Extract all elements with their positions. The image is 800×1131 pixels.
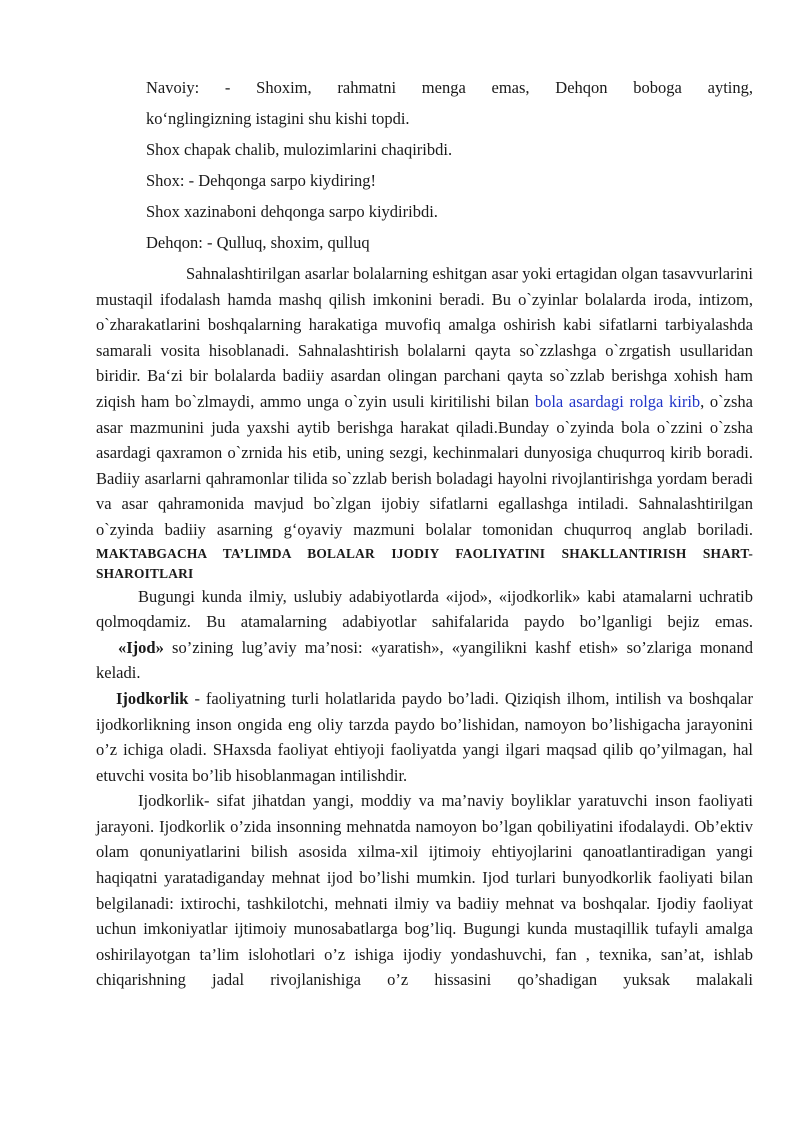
document-page xyxy=(96,72,753,993)
paragraph-text: Sahnalashtirilgan asarlar bolalarning eshitgan asar yoki ertagidan olgan tasavvurlarini mustaqil ifodalash hamda mashq qilish imkonini beradi. Bu o`zyinlar bolalarda iroda, intizom, o`zharakatlarini boshqalarning harakatiga muvofiq amalga oshirish kabi sifatlarni tarbiyalashda samarali vosita hisoblanadi. Sahnalashtirish bolalarni qayta so`zzlashga o`zrgatish usullaridan biridir. Ba‘zi bir bolalarda badiiy asardan olingan parchani qayta so`zzlab berishga xohish ham ziqish ham bo`zlmaydi, ammo unga o`zyin usuli kiritilishi bilan xyxy=(96,264,753,411)
paragraph-dramatization xyxy=(96,261,753,543)
paragraph-text: so’zining lug’aviy ma’nosi: «yaratish», «yangilikni kashf etish» so’zlariga monand keladi. xyxy=(96,637,753,683)
paragraph-ijodkorlik-process: Ijodkorlik- sifat jihatdan yangi, moddiy va ma’naviy boyliklar yaratuvchi inson faoliyati jarayoni. Ijodkorlik o’zida insonning mehnatda namoyon bo’lgan qobiliyatini ifodalaydi. Ob’ektiv olam qonuniyatlarini bilish asosida xilma-xil ijtimoiy ehtiyojlarini qanoatlantiradigan yangi haqiqatni yaratadiganday mehnat ijod bo’lishi mumkin. Ijod turlari bunyodkorlik faoliyati bilan belgilanadi: ixtirochi, tashkilotchi, mehnati ilmiy va badiiy mehnat va boshqalar. Ijodiy faoliyat uchun imkoniyatlar ijtimoiy munosabatlarga bog’liq. Bugungi kunda mustaqillik tufayli amalga oshirilayotgan ta’lim islohotlari o’z ishiga ijodiy yondashuvchi, fan , texnika, san’at, ishlab chiqarishning jadal rivojlanishiga o’z hissasini qo’shadigan yuksak malakali xyxy=(96,791,753,990)
paragraph-ijodkorlik-definition xyxy=(96,686,753,788)
dialogue-line: Shox xazinaboni dehqonga sarpo kiydiribdi. xyxy=(146,202,438,221)
hyperlink-text[interactable]: bola asardagi rolga kirib xyxy=(534,391,701,411)
dialogue-line: Shox chapak chalib, mulozimlarini chaqiribdi. xyxy=(146,140,453,159)
paragraph-ijod-definition xyxy=(96,635,753,686)
term-bold: «Ijod» xyxy=(118,637,164,657)
paragraph-text: - faoliyatning turli holatlarida paydo bo’ladi. Qiziqish ilhom, intilish va boshqalar ijodkorlikning inson ongida eng oliy tarzda paydo bo’lishidan, namoyon bo’lishigacha jarayonini o’z ichiga oladi. SHaxsda faoliyat ehtiyoji faoliyatda yangi ilgari maqsad qilib qo’yilmagan, hal etuvchi vosita bo’lib hisoblanmagan intilishdir. xyxy=(96,688,753,785)
paragraph-intro: Bugungi kunda ilmiy, uslubiy adabiyotlarda «ijod», «ijodkorlik» kabi atamalarni uchratib qolmoqdamiz. Bu atamalarning adabiyotlar sahifalarida paydo bo’lganligi bejiz emas. xyxy=(96,586,753,632)
paragraph-text: , o`zsha asar mazmunini juda yaxshi aytib berishga harakat qiladi.Bunday o`zyinda bola o`zzini o`zsha asardagi qaxramon o`zrnida his etib, uning sezgi, kechinmalari dunyosiga chuqurroq kirib boradi. Badiiy asarlarni qahramonlar tilida so`zzlab berish boladagi hayolni rivojlantirishga yordam beradi va asar qahramonida mavjud bo`zlgan ijobiy sifatlarni egallashga intiladi. Sahnalashtirilgan o`zyinda badiiy asarning g‘oyaviy mazmuni bolalar tomonidan chuqurroq anglab boriladi. xyxy=(96,391,753,539)
dialogue-line: ko‘nglingizning istagini shu kishi topdi. xyxy=(146,109,410,128)
term-bold: Ijodkorlik xyxy=(116,688,189,708)
dialogue-line: Dehqon: - Qulluq, shoxim, qulluq xyxy=(146,233,370,252)
dialogue-line: Navoiy: - Shoxim, rahmatni menga emas, Dehqon boboga ayting, xyxy=(146,78,753,97)
dialogue-line: Shox: - Dehqonga sarpo kiydiring! xyxy=(146,171,377,190)
section-heading: MAKTABGACHA TA’LIMDA BOLALAR IJODIY FAOLIYATINI SHAKLLANTIRISH SHART-SHAROITLARI xyxy=(96,545,753,581)
